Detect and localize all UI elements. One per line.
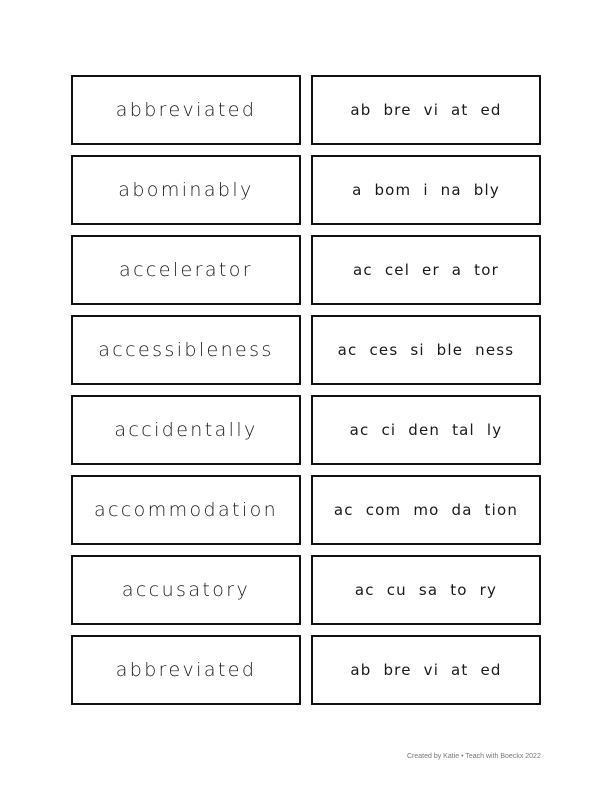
card-row — [71, 75, 541, 145]
card-row — [71, 475, 541, 545]
word-text: abominably — [118, 179, 254, 201]
syllable-text: a bom i na bly — [352, 181, 500, 199]
syllable-card — [311, 155, 541, 225]
word-card — [71, 555, 301, 625]
word-text: accessibleness — [98, 339, 274, 361]
syllable-text: ac cu sa to ry — [354, 581, 498, 599]
word-text: accelerator — [119, 259, 253, 281]
syllable-text: ac ci den tal ly — [349, 421, 503, 439]
syllable-text: ab bre vi at ed — [350, 661, 502, 679]
syllable-text: ab bre vi at ed — [350, 101, 502, 119]
word-card — [71, 155, 301, 225]
syllable-card — [311, 635, 541, 705]
word-card — [71, 395, 301, 465]
syllable-card — [311, 475, 541, 545]
word-card — [71, 75, 301, 145]
card-row — [71, 315, 541, 385]
syllable-card — [311, 235, 541, 305]
syllable-text: ac com mo da tion — [333, 501, 519, 519]
syllable-text: ac cel er a tor — [353, 261, 499, 279]
card-row — [71, 555, 541, 625]
card-row — [71, 235, 541, 305]
word-text: accusatory — [121, 579, 251, 601]
word-card — [71, 315, 301, 385]
syllable-card — [311, 395, 541, 465]
word-text: accidentally — [114, 419, 258, 441]
card-row — [71, 395, 541, 465]
footer-credit: Created by Katie • Teach with Boeckx 2022 — [407, 753, 541, 760]
word-text: accommodation — [93, 499, 279, 521]
syllable-card — [311, 555, 541, 625]
word-text: abbreviated — [115, 659, 257, 681]
word-text: abbreviated — [115, 99, 257, 121]
word-card-grid — [71, 75, 541, 715]
syllable-text: ac ces si ble ness — [337, 341, 515, 359]
card-row — [71, 635, 541, 705]
word-card — [71, 475, 301, 545]
word-card — [71, 235, 301, 305]
word-card — [71, 635, 301, 705]
card-row — [71, 155, 541, 225]
syllable-card — [311, 75, 541, 145]
syllable-card — [311, 315, 541, 385]
